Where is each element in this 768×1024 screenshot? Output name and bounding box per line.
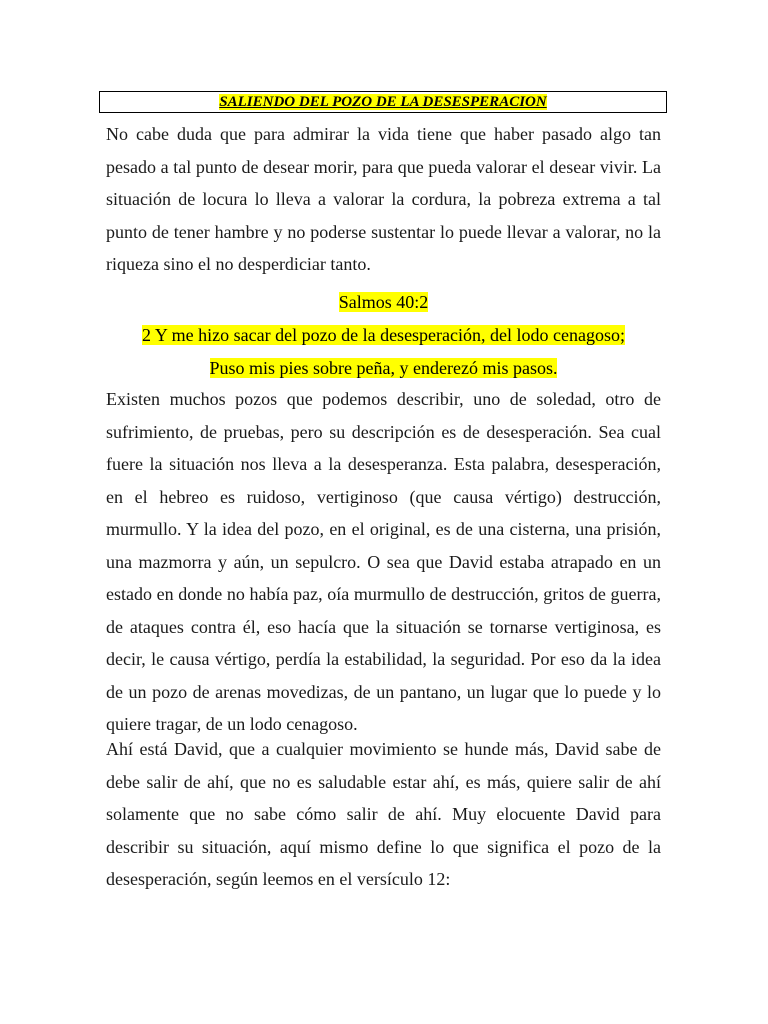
verse-line-1-text: 2 Y me hizo sacar del pozo de la desesperación, del lodo cenagoso; (142, 325, 625, 345)
verse-line-2-text: Puso mis pies sobre peña, y enderezó mis pasos. (209, 358, 558, 378)
verse-reference-text: Salmos 40:2 (338, 292, 429, 312)
title-box (99, 91, 667, 113)
paragraph-david: Ahí está David, que a cualquier movimiento se hunde más, David sabe de debe salir de ahí, que no es saludable estar ahí, es más, quiere salir de ahí solamente que no sabe cómo salir de ahí. Muy elocuente David para describir su situación, aquí mismo define lo que significa el pozo de la desesperación, según leemos en el versículo 12: (106, 739, 661, 889)
verse-reference (106, 290, 661, 314)
document-title: SALIENDO DEL POZO DE LA DESESPERACION (219, 94, 547, 110)
verse-line-1 (106, 323, 661, 347)
paragraph-intro: No cabe duda que para admirar la vida tiene que haber pasado algo tan pesado a tal punto de desear morir, para que pueda valorar el desear vivir. La situación de locura lo lleva a valorar la cordura, la pobreza extrema a tal punto de tener hambre y no poderse sustentar lo puede llevar a valorar, no la riqueza sino el no desperdiciar tanto. (106, 124, 661, 274)
verse-line-2 (106, 356, 661, 380)
paragraph-pozos: Existen muchos pozos que podemos describir, uno de soledad, otro de sufrimiento, de pruebas, pero su descripción es de desesperación. Sea cual fuere la situación nos lleva a la desesperanza. Esta palabra, desesperación, en el hebreo es ruidoso, vertiginoso (que causa vértigo) destrucción, murmullo. Y la idea del pozo, en el original, es de una cisterna, una prisión, una mazmorra y aún, un sepulcro. O sea que David estaba atrapado en un estado en donde no había paz, oía murmullo de destrucción, gritos de guerra, de ataques contra él, eso hacía que la situación se tornarse vertiginosa, es decir, le causa vértigo, perdía la estabilidad, la seguridad. Por eso da la idea de un pozo de arenas movedizas, de un pantano, un lugar que lo puede y lo quiere tragar, de un lodo cenagoso. (106, 389, 661, 734)
